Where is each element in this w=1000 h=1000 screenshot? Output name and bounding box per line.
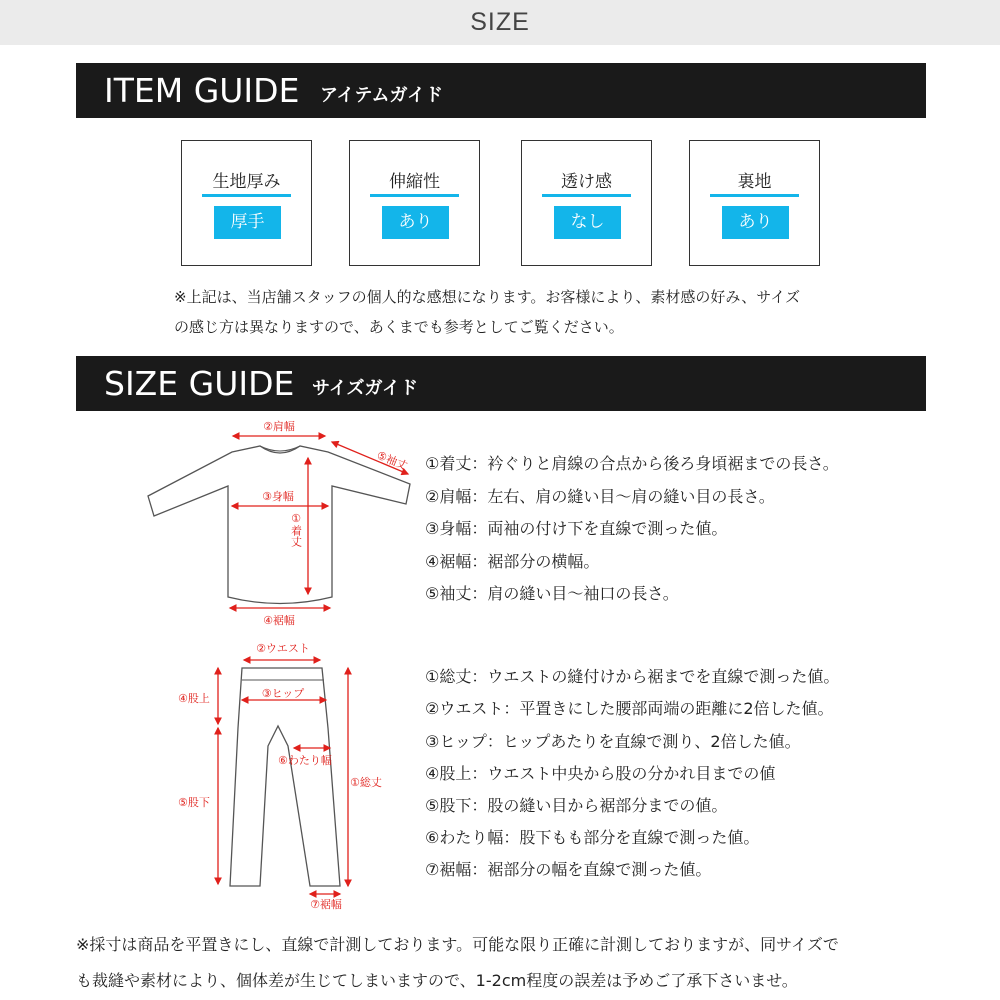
shirt-desc-line: ④裾幅：裾部分の横幅。 bbox=[425, 552, 600, 571]
item-card-label: 裏地 bbox=[737, 172, 772, 192]
item-guide-subtitle: アイテムガイド bbox=[320, 85, 443, 106]
shirt-desc-line: ②肩幅：左右、肩の縫い目〜肩の縫い目の長さ。 bbox=[425, 487, 775, 506]
item-card-value: あり bbox=[382, 206, 449, 239]
shirt-desc-line: ①着丈：衿ぐりと肩線の合点から後ろ身頃裾までの長さ。 bbox=[425, 454, 839, 473]
shirt-outline bbox=[148, 446, 410, 604]
item-card-value: あり bbox=[722, 206, 789, 239]
item-card-label: 透け感 bbox=[561, 172, 612, 192]
item-card-sheerness bbox=[521, 140, 652, 266]
pants-waist-label: ②ウエスト bbox=[256, 642, 310, 655]
shirt-length-word: 着丈 bbox=[289, 525, 303, 547]
pants-thigh-label: ⑥わたり幅 bbox=[278, 754, 332, 767]
item-card-label: 伸縮性 bbox=[389, 172, 440, 192]
item-card-underline bbox=[370, 194, 459, 197]
shirt-hem-label: ④裾幅 bbox=[263, 614, 295, 627]
item-card-underline bbox=[202, 194, 291, 197]
pants-desc-line: ⑤股下：股の縫い目から裾部分までの値。 bbox=[425, 796, 728, 815]
pants-inseam-label: ⑤股下 bbox=[178, 796, 210, 809]
item-note-line: ※上記は、当店舗スタッフの個人的な感想になります。お客様により、素材感の好み、サイズ bbox=[174, 288, 801, 306]
pants-desc-line: ④股上：ウエスト中央から股の分かれ目までの値 bbox=[425, 764, 776, 783]
pants-outline bbox=[230, 668, 340, 886]
pants-hem-label: ⑦裾幅 bbox=[310, 898, 342, 911]
pants-hip-label: ③ヒップ bbox=[261, 687, 305, 700]
item-card-value: 厚手 bbox=[214, 206, 281, 239]
item-card-thickness bbox=[181, 140, 312, 266]
pants-desc-line: ⑦裾幅：裾部分の幅を直線で測った値。 bbox=[425, 860, 712, 879]
size-guide-header bbox=[76, 356, 926, 411]
shirt-shoulder-label: ②肩幅 bbox=[263, 420, 295, 433]
pants-total-length-label: ①総丈 bbox=[350, 776, 382, 789]
pants-desc-line: ③ヒップ：ヒップあたりを直線で測り、2倍した値。 bbox=[425, 732, 801, 751]
pants-desc-line: ⑥わたり幅：股下もも部分を直線で測った値。 bbox=[425, 828, 760, 847]
page-title: SIZE bbox=[0, 0, 1000, 45]
shirt-body-width-label: ③身幅 bbox=[262, 490, 294, 503]
shirt-length-number: ① bbox=[291, 512, 301, 525]
item-guide-title: ITEM GUIDE bbox=[104, 71, 300, 110]
item-card-label: 生地厚み bbox=[212, 172, 281, 192]
pants-desc-line: ②ウエスト：平置きにした腰部両端の距離に2倍した値。 bbox=[425, 699, 834, 718]
item-guide-header bbox=[76, 63, 926, 118]
shirt-diagram bbox=[140, 412, 420, 627]
item-note-line: の感じ方は異なりますので、あくまでも参考としてご覧ください。 bbox=[174, 318, 624, 336]
pants-desc-line: ①総丈：ウエストの縫付けから裾までを直線で測った値。 bbox=[425, 667, 840, 686]
item-card-value: なし bbox=[554, 206, 621, 239]
item-card-lining bbox=[689, 140, 820, 266]
pants-diagram bbox=[170, 636, 400, 912]
size-note-line: も裁縫や素材により、個体差が生じてしまいますので、1-2cm程度の誤差は予めご了承下さいませ。 bbox=[76, 971, 798, 990]
pants-rise-label: ④股上 bbox=[178, 692, 210, 705]
shirt-desc-line: ③身幅：両袖の付け下を直線で測った値。 bbox=[425, 519, 728, 538]
item-card-underline bbox=[710, 194, 799, 197]
shirt-sleeve-label: ⑤袖丈 bbox=[374, 448, 410, 473]
size-note-line: ※採寸は商品を平置きにし、直線で計測しております。可能な限り正確に計測しておりますが、同サイズで bbox=[76, 935, 839, 954]
item-card-stretch bbox=[349, 140, 480, 266]
size-guide-subtitle: サイズガイド bbox=[312, 378, 419, 399]
size-guide-title: SIZE GUIDE bbox=[104, 364, 295, 403]
shirt-desc-line: ⑤袖丈：肩の縫い目〜袖口の長さ。 bbox=[425, 584, 679, 603]
item-card-underline bbox=[542, 194, 631, 197]
